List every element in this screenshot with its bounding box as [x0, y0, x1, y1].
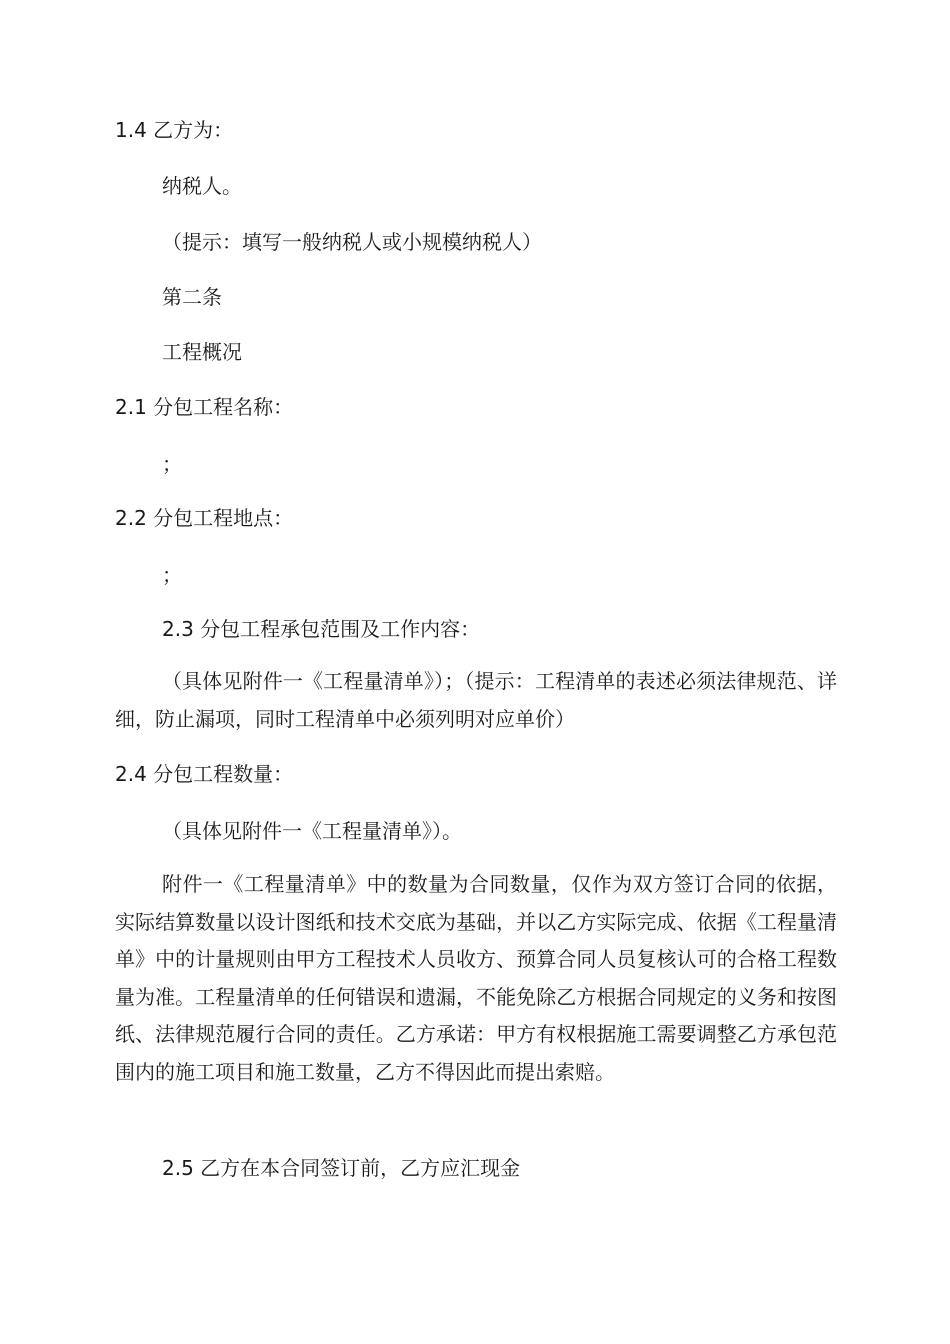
article-two-heading: 第二条	[162, 285, 222, 309]
clause-2-5: 2.5 乙方在本合同签订前，乙方应汇现金	[162, 1156, 521, 1180]
clause-2-4-detail: （具体见附件一《工程量清单》）。	[162, 819, 462, 843]
clause-2-4: 2.4 分包工程数量：	[115, 762, 294, 786]
clause-2-2-value: ；	[162, 563, 182, 587]
clause-2-3: 2.3 分包工程承包范围及工作内容：	[162, 617, 481, 641]
clause-1-4: 1.4 乙方为：	[115, 118, 234, 142]
clause-2-2: 2.2 分包工程地点：	[115, 506, 294, 530]
taxpayer-hint: （提示：填写一般纳税人或小规模纳税人）	[162, 230, 542, 254]
clause-2-1-value: ；	[162, 452, 182, 476]
taxpayer-line: 纳税人。	[162, 174, 242, 198]
project-overview-heading: 工程概况	[162, 340, 242, 364]
quantity-explanation-paragraph: 附件一《工程量清单》中的数量为合同数量，仅作为双方签订合同的依据，实际结算数量以设计图纸和技术交底为基础，并以乙方实际完成、依据《工程量清单》中的计量规则由甲方工程技术人员收方、预算合同人员复核认可的合格工程数量为准。工程量清单的任何错误和遗漏，不能免除乙方根据合同规定的义务和按图纸、法律规范履行合同的责任。乙方承诺：甲方有权根据施工需要调整乙方承包范围内的施工项目和施工数量，乙方不得因此而提出索赔。	[115, 872, 837, 1084]
clause-2-1: 2.1 分包工程名称：	[115, 395, 294, 419]
clause-2-3-detail: （具体见附件一《工程量清单》）；（提示：工程清单的表述必须法律规范、详细，防止漏项，同时工程清单中必须列明对应单价）	[115, 669, 837, 731]
